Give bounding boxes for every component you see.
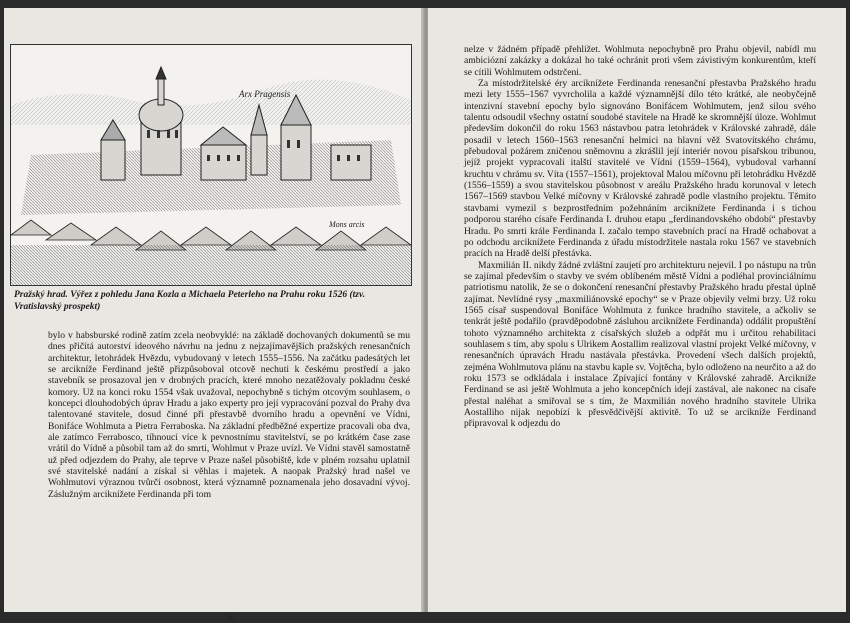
prague-castle-engraving — [10, 44, 412, 286]
left-paragraph-1: bylo v habsburské rodině zatím zcela neobvyklé: na základě dochovaných dokumentů se mu dnes přičítá autorství ideového návrhu na jednu z nejzajímavějších pražských renesančních architektur, letohrádek Hvězdu, vybudovaný v letech 1555–1556. Na začátku padesátých let se arcikníže Ferdinand ještě přizpůsoboval otcově nechuti k českému prostředí a jako stavebník se prosazoval jen v drobných pracích, které mnoho nezatěžovaly pokladnu české komory. Už na konci roku 1554 však uvažoval, nepochybně s tichým otcovým souhlasem, o koncepci dlouhodobých úprav Hradu a jako experty pro její vypracování pozval do Prahy dva talentované stavitele, dosud činné při přestavbě dvorního hradu a opevnění ve Vídni, Bonifáce Wohlmuta a Pietra Ferraboska. Na základní předběžné expertize pracovali oba dva, ale zatímco Ferrabosco, tíhnoucí více k pevnostnímu stavitelství, se po krátkém čase zase vrátil do Vídně a působil tam až do smrti, Wohlmut v Praze uvízl. Ve Vídni stavěl samostatně už před odjezdem do Prahy, ale teprve v Praze našel působiště, kde v plném rozsahu uplatnil své stavitelské nadání a získal si věhlas i majetek. A naopak Pražský hrad našel ve Wohlmutovi výraznou tvůrčí osobnost, která významně poznamenala jeho dosavadní vývoj. Záslužným arciknížete Ferdinanda při tom — [48, 330, 410, 500]
engraving-label-mons: Mons arcis — [329, 220, 365, 229]
engraving-label-arx: Arx Pragensis — [239, 89, 291, 99]
right-paragraph-1: nelze v žádném případě přehlížet. Wohlmuta nepochybně pro Prahu objevil, nabídl mu ambiciózní zakázky a dokázal ho také ochránit proti všem závistivým konkurentům, kteří se cítili Wohlmutem odstrčeni. — [464, 44, 816, 78]
figure-caption: Pražský hrad. Výřez z pohledu Jana Kozla a Michaela Peterleho na Prahu roku 1526 (tzv. Vratislavský prospekt) — [14, 290, 366, 312]
left-column-text — [48, 330, 410, 500]
right-column-text — [464, 44, 816, 430]
page-number: 80 — [226, 613, 235, 623]
engraving-drawing — [11, 45, 411, 285]
right-page — [428, 8, 846, 612]
right-paragraph-3: Maxmilián II. nikdy žádné zvláštní zaujetí pro architekturu nejevil. I po nástupu na trůn se zajímal především o stavby ve svém oblíbeném městě Vídni a podléhal provinciálnímu patriotismu natolik, že se o dokončení renesanční přestavby Pražského hradu přestal úplně zajímat. Nevlídné rysy „maxmiliánovské epochy“ se v Praze objevily velmi brzy. Už roku 1565 císař suspendoval Bonifáce Wohlmuta z funkce hradního stavitele, a ačkoliv se tenkrát ještě podařilo (pravděpodobně zásluhou arciknížete Ferdinanda) oddálit propuštění tohoto významného architekta z císařských služeb a odpřát mu i určitou rehabilitaci souhlasem s tím, aby spolu s Ulrikem Aostallim realizoval vlastní projekt Velké míčovny, v renesančních úpravách Hradu nastávala přestávka. Provedení všech dalších projektů, zejména Wohlmutova plánu na stavbu kaple sv. Vojtěcha, bylo odloženo na neurčito a až do roku 1573 se odkládala i instalace Zpívající fontány v Královské zahradě. Arcikníže Ferdinand se asi ještě Wohlmuta a jeho koncepčních idejí zastával, ale nakonec na císaře přestal naléhat a smiřoval se s tím, že Maxmilián nového hradního stavitele Ulrika Aostalliho nijak nepobízí k přesvědčivější aktivitě. To už se arcikníže Ferdinand připravoval k odjezdu do — [464, 259, 816, 430]
left-page — [4, 8, 424, 623]
right-paragraph-2: Za místodržitelské éry arciknížete Ferdinanda renesanční přestavba Pražského hradu mezi lety 1555–1567 vyvrcholila a každé významnější dílo této krátké, ale neobyčejně intenzivní stavební epochy bylo signováno Bonifácem Wohlmutem, jenž silou svého talentu odsoudil všechny ostatní soudobé stavitele na Hradě ke skromnější úloze. Wohlmut především dokončil do roku 1563 nástavbou patra letohrádek v Královské zahradě, dále posadil v letech 1560–1563 renesanční helmici na hlavní věž Svatovítského chrámu, přebudoval požárem zničenou sněmovnu a zkrášlil její interiér novou písařskou tribunou, jejíž projekt vypracovali italští stavitelé ve Vídni (1559–1564), vybudoval varhanní kruchtu v chrámu sv. Víta (1557–1561), projektoval Malou míčovnu při letohrádku Hvězdě (1556–1559) a svou stavitelskou působnost v areálu Pražského hradu korunoval v letech 1567–1569 stavbou Velké míčovny v Královské zahradě podle vlastního projektu. Těmito stavbami vymezil s bezprostředním požehnáním arciknížete Ferdinanda i s tichou podporou starého císaře Ferdinanda I. druhou etapu „ferdinandovského období“ přestavby Hradu. Po smrti krále Ferdinanda I. začalo tempo stavebních prací na Hradě ochabovat a po odchodu arciknížete Ferdinanda z úřadu místodržitele nastala roku 1567 ve stavebních pracích na Hradě delší přestávka. — [464, 78, 816, 260]
